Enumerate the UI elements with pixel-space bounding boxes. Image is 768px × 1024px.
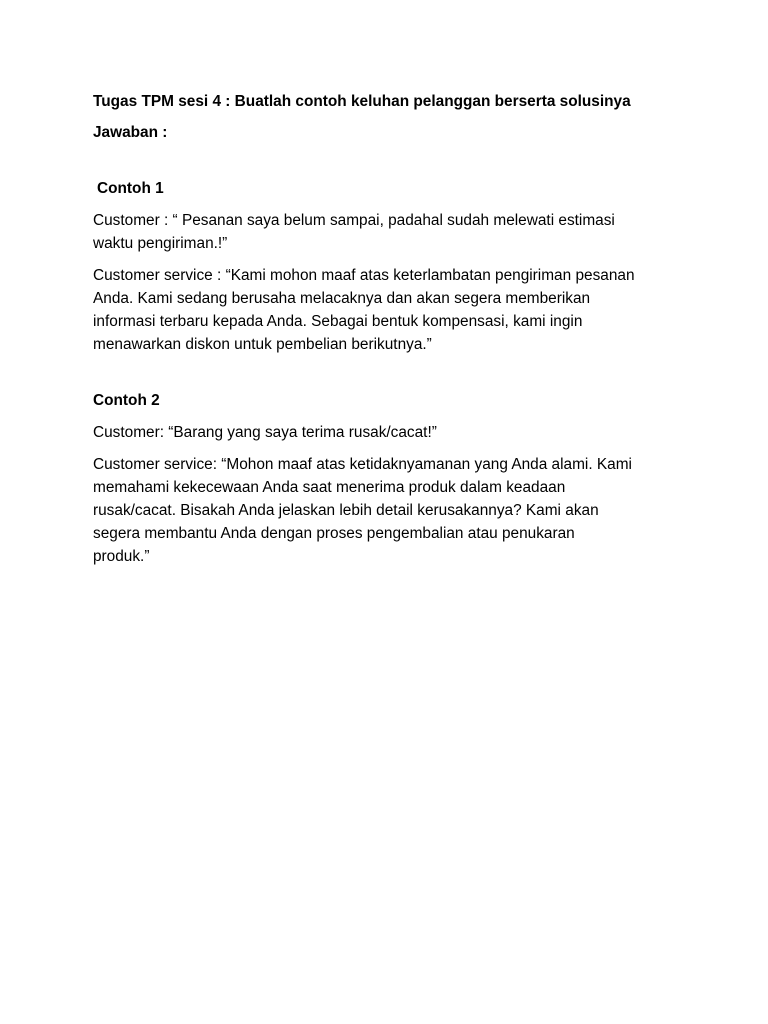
example-2-customer-complaint [93, 421, 693, 444]
example-2-service-line-3: rusak/cacat. Bisakah Anda jelaskan lebih detail kerusakannya? Kami akan [93, 502, 599, 519]
example-1-service-line-2: Anda. Kami sedang berusaha melacaknya dan akan segera memberikan [93, 290, 591, 307]
example-1-customer-complaint [93, 209, 693, 255]
example-1-customer-line-1: Customer : “ Pesanan saya belum sampai, padahal sudah melewati estimasi [93, 212, 615, 229]
example-2-service-line-2: memahami kekecewaan Anda saat menerima produk dalam keadaan [93, 479, 566, 496]
answer-label: Jawaban : [93, 124, 168, 141]
example-1-customer-line-2: waktu pengiriman.!” [93, 235, 228, 252]
example-2-heading: Contoh 2 [93, 392, 160, 409]
example-1-service-line-4: menawarkan diskon untuk pembelian berikutnya.” [93, 336, 432, 353]
example-1-service-line-1: Customer service : “Kami mohon maaf atas keterlambatan pengiriman pesanan [93, 267, 635, 284]
example-2-service-line-4: segera membantu Anda dengan proses pengembalian atau penukaran [93, 525, 575, 542]
example-2-customer-line-1: Customer: “Barang yang saya terima rusak/cacat!” [93, 424, 437, 441]
example-2-service-response [93, 453, 693, 568]
example-1-service-line-3: informasi terbaru kepada Anda. Sebagai bentuk kompensasi, kami ingin [93, 313, 583, 330]
assignment-title: Tugas TPM sesi 4 : Buatlah contoh keluhan pelanggan berserta solusinya [93, 93, 631, 110]
example-1-heading: Contoh 1 [97, 180, 164, 197]
document-body [93, 90, 693, 568]
example-2-service-line-5: produk.” [93, 548, 150, 565]
example-1-service-response [93, 264, 693, 356]
example-2-service-line-1: Customer service: “Mohon maaf atas ketidaknyamanan yang Anda alami. Kami [93, 456, 632, 473]
